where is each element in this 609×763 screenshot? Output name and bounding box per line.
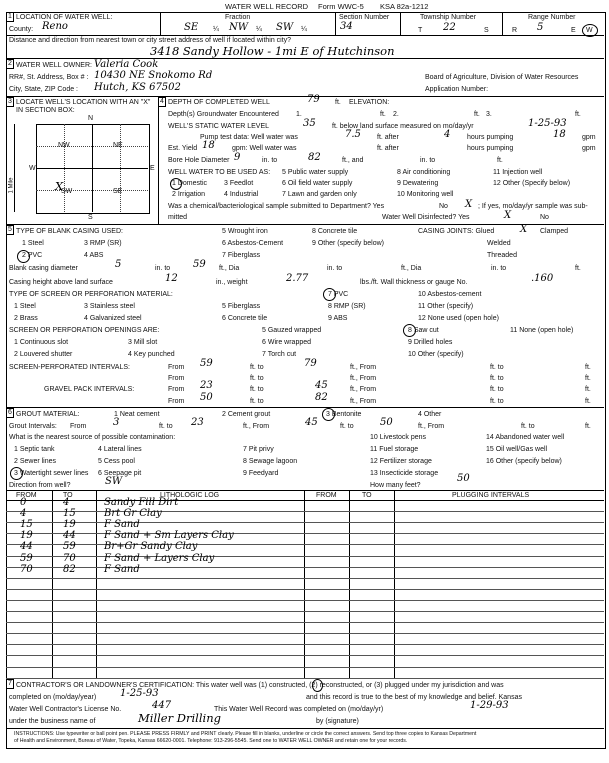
sp-ft-end: ft. (585, 364, 591, 371)
casing-7: 7 Fiberglass (222, 252, 261, 259)
direction-label: Direction from well? (9, 482, 71, 489)
contam-2: 2 Sewer lines (14, 458, 57, 465)
use-2: 2 Irrigation (172, 191, 206, 198)
yield-label: Est. Yield (168, 145, 198, 152)
range-w: W (586, 27, 593, 34)
pump-gpm: 18 (553, 129, 566, 140)
locate-label: LOCATE WELL'S LOCATION WITH AN "X" IN SECTION BOX: (16, 99, 151, 114)
groundwater-label: Depth(s) Groundwater Encountered (168, 111, 279, 118)
fraction-1: SE (184, 22, 199, 33)
grid-ne: NE (113, 142, 123, 149)
contam-12: 12 Fertilizer storage (370, 458, 432, 465)
log-row-line (6, 567, 604, 568)
contam-7: 7 Pit privy (243, 446, 274, 453)
section-grid (36, 124, 150, 214)
log-row-line (6, 600, 604, 601)
county-value: Reno (42, 21, 68, 32)
grout-4: 4 Other (418, 411, 442, 418)
disinfected-x: X (504, 210, 512, 221)
grid-nw: NW (58, 142, 70, 149)
disinfected: Water Well Disinfected? Yes (382, 214, 470, 221)
log-row-line (6, 678, 604, 679)
section-number-5: 5 (6, 225, 14, 235)
use-10: 10 Monitoring well (397, 191, 454, 198)
use-6: 6 Oil field water supply (282, 180, 353, 187)
license-value: 447 (152, 700, 172, 711)
height-label: Casing height above land surface (9, 279, 113, 286)
log-to: 70 (63, 553, 76, 564)
gi-ft-to-2: ft. to (340, 423, 354, 430)
grout-1: 1 Neat cement (114, 411, 160, 418)
grid-n: N (88, 115, 94, 122)
casing-joints-x: X (520, 224, 528, 235)
gi-ft-to-3: ft. to (521, 423, 535, 430)
sp-from: From (168, 364, 185, 371)
sp-ft-to-2: ft. to (490, 364, 504, 371)
casing-joints: CASING JOINTS: Glued (418, 228, 495, 235)
yield-value: 18 (202, 140, 215, 151)
gi-to2-value: 50 (380, 417, 393, 428)
log-row-line (6, 578, 604, 579)
casing-6: 6 Asbestos-Cement (222, 240, 284, 247)
casing-welded: Welded (487, 240, 511, 247)
log-row-line (6, 511, 604, 512)
board-text: Board of Agriculture, Division of Water Resources (425, 74, 579, 81)
record-date-value: 1-29-93 (470, 700, 509, 711)
screen-11: 11 Other (specify) (418, 303, 474, 310)
contam-8: 8 Sewage lagoon (243, 458, 298, 465)
gw-3: 3. (486, 111, 492, 118)
township-t: T (418, 27, 423, 34)
weight-value: 2.77 (286, 273, 309, 284)
bore-ft-and: ft., and (342, 157, 364, 164)
log-header-to: TO (63, 492, 73, 499)
sp2-ft-to-2: ft. to (490, 375, 504, 382)
perf-9: 9 Drilled holes (408, 339, 453, 346)
static-text: ft. below land surface measured on mo/day/yr (332, 123, 474, 130)
perf-5: 5 Gauzed wrapped (262, 327, 322, 334)
gp2-ft-end: ft. (585, 398, 591, 405)
screen-4: 4 Galvanized steel (84, 315, 142, 322)
gp2-from-value: 50 (200, 392, 213, 403)
screen-10: 10 Asbestos-cement (418, 291, 482, 298)
use-8: 8 Air conditioning (397, 169, 451, 176)
cert-text-2: and this record is true to the best of my knowledge and belief. Kansas (306, 694, 522, 701)
cert-text-1: CONTRACTOR'S OR LANDOWNER'S CERTIFICATION: This water well was (1) constructed, (2) reconstructed, or (3) plugged under my jurisdiction and was (16, 682, 504, 689)
log-row-line (6, 622, 604, 623)
bore-to-value: 82 (308, 152, 321, 163)
diameter-in-to: in. to (155, 265, 171, 272)
location-label: LOCATION OF WATER WELL: (16, 14, 113, 21)
gravel-label: GRAVEL PACK INTERVALS: (44, 386, 135, 393)
mitted: mitted (168, 214, 188, 221)
constructed-circle (312, 679, 323, 692)
use-5: 5 Public water supply (282, 169, 349, 176)
log-header-from: FROM (16, 492, 37, 499)
gw-ft-3: ft. (575, 111, 581, 118)
gp2-to-value: 82 (315, 392, 328, 403)
contam-6: 6 Seepage pit (98, 470, 142, 477)
log-description: Brt Gr Clay (104, 508, 162, 519)
perf-1: 1 Continuous slot (14, 339, 69, 346)
bore-in-to: in. to (262, 157, 278, 164)
gp2-ft-to-2: ft. to (490, 398, 504, 405)
city-label: City, State, ZIP Code : (9, 86, 78, 93)
contam-13: 13 Insecticide storage (370, 470, 439, 477)
use-4: 4 Industrial (224, 191, 259, 198)
elevation-label: ELEVATION: (349, 99, 390, 106)
sp2-ft-from: ft., From (350, 375, 377, 382)
chem-no: No (439, 203, 448, 210)
log-from: 4 (20, 508, 27, 519)
contam-10: 10 Livestock pens (370, 434, 427, 441)
quarter-1: ¼ (213, 26, 219, 33)
owner-value: Valeria Cook (94, 59, 159, 70)
screen-9: 9 ABS (328, 315, 348, 322)
screen-intervals-label: SCREEN-PERFORATED INTERVALS: (9, 364, 130, 371)
street-label: RR#, St. Address, Box # : (9, 74, 89, 81)
use-11: 11 Injection well (493, 169, 543, 176)
gi-from: From (70, 423, 87, 430)
gp-ft-from: ft., From (350, 386, 377, 393)
instructions-2: of Health and Environment, Bureau of Water, Topeka, Kansas 66620-0001. Telephone: 913-296-5545. Send one to WATER WELL OWNER and retain one for your records. (14, 738, 408, 744)
log-row-line (6, 611, 604, 612)
gw-2: 2. (393, 111, 399, 118)
pump-hours: 4 (444, 129, 451, 140)
gi-ft-from-2: ft., From (418, 423, 445, 430)
sp2-from: From (168, 375, 185, 382)
pump-value: 7.5 (345, 129, 361, 140)
log-description: F Sand (104, 564, 140, 575)
gi-ft-to: ft. to (159, 423, 173, 430)
instructions-1: INSTRUCTIONS: Use typewriter or ball point pen. PLEASE PRESS FIRMLY and PRINT clearly. Please fill in blanks, underline or circle the correct answers. Send top three copies to Kansas Department (14, 731, 477, 737)
grid-x-mark: X (55, 179, 64, 193)
ksa-number: KSA 82a-1212 (380, 2, 429, 11)
casing-8: 8 Concrete tile (312, 228, 358, 235)
form-title: WATER WELL RECORD (225, 2, 309, 11)
log-to: 82 (63, 564, 76, 575)
section-number-3: 3 (6, 97, 14, 107)
depth-ft: ft. (335, 99, 341, 106)
application-number-label: Application Number: (425, 86, 489, 93)
section-number-7: 7 (6, 679, 14, 689)
quarter-3: ¼ (301, 26, 307, 33)
yield-gpm-unit: gpm (582, 145, 596, 152)
section-number-1: 1 (6, 12, 14, 22)
sp2-ft-end: ft. (585, 375, 591, 382)
log-header-plugging: PLUGGING INTERVALS (452, 492, 530, 499)
gp1-from-value: 23 (200, 380, 213, 391)
gi-ft-end: ft. (585, 423, 591, 430)
screen-6: 6 Concrete tile (222, 315, 268, 322)
use-7: 7 Lawn and garden only (282, 191, 357, 198)
feet-label: How many feet? (370, 482, 421, 489)
license-label: Water Well Contractor's License No. (9, 706, 122, 713)
grid-w: W (29, 165, 36, 172)
grid-sw: SW (61, 188, 73, 195)
static-label: WELL'S STATIC WATER LEVEL (168, 123, 270, 130)
gw-ft-2: ft. (474, 111, 480, 118)
log-to: 19 (63, 519, 76, 530)
fraction-2: NW (229, 22, 249, 33)
gp2-ft-to: ft. to (250, 398, 264, 405)
perf-7: 7 Torch cut (262, 351, 297, 358)
grout-2: 2 Cement grout (222, 411, 271, 418)
city-value: Hutch, KS 67502 (94, 82, 181, 93)
fraction-label: Fraction (225, 14, 251, 21)
screen-8: 8 RMP (SR) (328, 303, 366, 310)
perf-3: 3 Mill slot (128, 339, 158, 346)
gi-to-value: 23 (191, 417, 204, 428)
grid-mile: 1 Mile (8, 177, 15, 194)
perf-2: 2 Louvered shutter (14, 351, 73, 358)
depth-label: DEPTH OF COMPLETED WELL (168, 99, 270, 106)
diameter-ft: ft. (575, 265, 581, 272)
pump-gpm-unit: gpm (582, 134, 596, 141)
chem-x: X (465, 199, 473, 210)
signature-label: by (signature) (316, 718, 359, 725)
chem-question: Was a chemical/bacteriological sample submitted to Department? Yes (168, 203, 385, 210)
log-row-line (6, 533, 604, 534)
contam-4: 4 Lateral lines (98, 446, 142, 453)
log-from: 15 (20, 519, 33, 530)
diameter-in-to-3: in. to (491, 265, 507, 272)
section-number-label: Section Number (339, 14, 390, 21)
diameter-label: Blank casing diameter (9, 265, 78, 272)
use-12: 12 Other (Specify below) (493, 180, 571, 187)
section-number-2: 2 (6, 59, 14, 69)
gw-1: 1. (296, 111, 302, 118)
perf-11: 11 None (open hole) (510, 327, 574, 334)
grid-se: SE (113, 188, 123, 195)
county-label: County: (9, 26, 34, 33)
gp-from: From (168, 386, 185, 393)
completed-value: 1-25-93 (120, 688, 159, 699)
sp-ft-to: ft. to (250, 364, 264, 371)
log-from: 0 (20, 497, 27, 508)
gi-ft-from: ft., From (243, 423, 270, 430)
log-from: 19 (20, 530, 33, 541)
casing-1: 1 Steel (22, 240, 44, 247)
log-from: 59 (20, 553, 33, 564)
gp-ft-to: ft. to (250, 386, 264, 393)
diameter-ftdia: ft., Dia (219, 265, 240, 272)
gp2-ft-from: ft., From (350, 398, 377, 405)
business-label: under the business name of (9, 718, 96, 725)
contam-3: 3 Watertight sewer lines (14, 470, 89, 477)
log-row-line (6, 655, 604, 656)
bore-in-to-2: in. to (420, 157, 436, 164)
feet-value: 50 (457, 473, 470, 484)
screen-12: 12 None used (open hole) (418, 315, 499, 322)
log-header-from-2: FROM (316, 492, 337, 499)
height-value: 12 (165, 273, 178, 284)
perf-4: 4 Key punched (128, 351, 175, 358)
log-to: 59 (63, 541, 76, 552)
contam-11: 11 Fuel storage (370, 446, 419, 453)
grout-intervals-label: Grout Intervals: (9, 423, 57, 430)
log-header-litho: LITHOLOGIC LOG (160, 492, 220, 499)
static-date: 1-25-93 (528, 118, 567, 129)
casing-clamped: Clamped (540, 228, 569, 235)
weight-lbs: lbs./ft. Wall thickness or gauge No. (360, 279, 468, 286)
log-to: 4 (63, 497, 70, 508)
gp-ft-end: ft. (585, 386, 591, 393)
screen-2: 2 Brass (14, 315, 38, 322)
perf-10: 10 Other (specify) (408, 351, 464, 358)
contam-14: 14 Abandoned water well (486, 434, 565, 441)
casing-5: 5 Wrought iron (222, 228, 268, 235)
gp-ft-to-2: ft. to (490, 386, 504, 393)
pump-hours-text: hours pumping (467, 134, 514, 141)
log-row-line (6, 589, 604, 590)
sp-to-value: 79 (304, 358, 317, 369)
direction-value: SW (105, 476, 123, 487)
casing-9: 9 Other (specify below) (312, 240, 384, 247)
owner-label: WATER WELL OWNER: (16, 62, 92, 69)
section-number-4: 4 (158, 97, 166, 107)
range-r: R (512, 27, 518, 34)
section-number-6: 6 (6, 408, 14, 418)
distance-value: 3418 Sandy Hollow - 1mi E of Hutchinson (150, 44, 395, 58)
sp-from-value: 59 (200, 358, 213, 369)
perf-6: 6 Wire wrapped (262, 339, 312, 346)
log-description: F Sand + Sm Layers Clay (104, 530, 234, 541)
gi-from-value: 3 (113, 417, 120, 428)
diameter-in-to-2: in. to (327, 265, 343, 272)
height-in-weight: in., weight (216, 279, 248, 286)
casing-label: TYPE OF BLANK CASING USED: (16, 228, 123, 235)
log-description: Sandy Fill Dirt (104, 497, 179, 508)
log-row-line (6, 544, 604, 545)
log-from: 70 (20, 564, 33, 575)
pump-label: Pump test data: Well water was (200, 134, 298, 141)
perf-label: SCREEN OR PERFORATION OPENINGS ARE: (9, 327, 160, 334)
screen-1: 1 Steel (14, 303, 36, 310)
bore-ft: ft. (497, 157, 503, 164)
yield-after: ft. after (377, 145, 399, 152)
township-label: Township Number (420, 14, 477, 21)
log-header-to-2: TO (362, 492, 372, 499)
yield-text: gpm: Well water was (232, 145, 297, 152)
log-to: 15 (63, 508, 76, 519)
street-value: 10430 NE Snokomo Rd (94, 70, 213, 81)
gp1-to-value: 45 (315, 380, 328, 391)
gauge-value: .160 (531, 273, 554, 284)
log-row-line (6, 644, 604, 645)
township-value: 22 (443, 22, 456, 33)
casing-2: 2 PVC (22, 252, 43, 259)
sp-ft-from: ft., From (350, 364, 377, 371)
grout-3: 3 Bentonite (326, 411, 362, 418)
pump-after: ft. after (377, 134, 399, 141)
yield-hours: hours pumping (467, 145, 514, 152)
form-number: Form WWC-5 (318, 2, 364, 11)
log-description: F Sand (104, 519, 140, 530)
contam-1: 1 Septic tank (14, 446, 55, 453)
disinfected-no: No (540, 214, 549, 221)
contam-9: 9 Feedyard (243, 470, 279, 477)
log-to: 44 (63, 530, 76, 541)
log-row-line (6, 556, 604, 557)
bore-value: 9 (234, 152, 241, 163)
depth-value: 79 (307, 94, 320, 105)
log-description: Br+Gr Sandy Clay (104, 541, 198, 552)
log-from: 44 (20, 541, 33, 552)
use-9: 9 Dewatering (397, 180, 439, 187)
contam-5: 5 Cess pool (98, 458, 135, 465)
diameter-value: 5 (115, 259, 122, 270)
range-label: Range Number (528, 14, 576, 21)
range-e: E (571, 27, 576, 34)
township-s: S (484, 27, 489, 34)
screen-7: 7 PVC (328, 291, 349, 298)
log-description: F Sand + Layers Clay (104, 553, 215, 564)
diameter-ftdia-2: ft., Dia (401, 265, 422, 272)
completed-label: completed on (mo/day/year) (9, 694, 97, 701)
sp2-ft-to: ft. to (250, 375, 264, 382)
fraction-3: SW (276, 22, 294, 33)
range-value: 5 (537, 22, 544, 33)
log-row-line (6, 667, 604, 668)
bore-label: Bore Hole Diameter (168, 157, 230, 164)
distance-label: Distance and direction from nearest town or city street address of well if located within city? (9, 37, 292, 44)
contamination-label: What is the nearest source of possible contamination: (9, 434, 176, 441)
casing-threaded: Threaded (487, 252, 517, 259)
screen-3: 3 Stainless steel (84, 303, 135, 310)
grout-label: GROUT MATERIAL: (16, 411, 80, 418)
gi-from2-value: 45 (305, 417, 318, 428)
perf-8: 8 Saw cut (408, 327, 439, 334)
log-row-line (6, 522, 604, 523)
gp2-from: From (168, 398, 185, 405)
log-row-line (6, 633, 604, 634)
grid-e: E (150, 165, 155, 172)
diameter-to-value: 59 (193, 259, 206, 270)
grid-s: S (88, 214, 93, 221)
section-number-value: 34 (340, 21, 353, 32)
screen-5: 5 Fiberglass (222, 303, 261, 310)
business-value: Miller Drilling (138, 711, 221, 725)
screen-label: TYPE OF SCREEN OR PERFORATION MATERIAL: (9, 291, 173, 298)
casing-4: 4 ABS (84, 252, 104, 259)
gw-ft-1: ft. (380, 111, 386, 118)
cert-text-3: This Water Well Record was completed on (mo/day/yr) (214, 706, 384, 713)
use-3: 3 Feedlot (224, 180, 254, 187)
contam-16: 16 Other (specify below) (486, 458, 562, 465)
use-label: WELL WATER TO BE USED AS: (168, 169, 271, 176)
contam-15: 15 Oil well/Gas well (486, 446, 548, 453)
casing-3: 3 RMP (SR) (84, 240, 122, 247)
quarter-2: ¼ (256, 26, 262, 33)
use-1: 1 Domestic (172, 180, 208, 187)
chem-if-yes: ; If yes, mo/day/yr sample was sub- (478, 203, 588, 210)
static-value: 35 (303, 118, 316, 129)
